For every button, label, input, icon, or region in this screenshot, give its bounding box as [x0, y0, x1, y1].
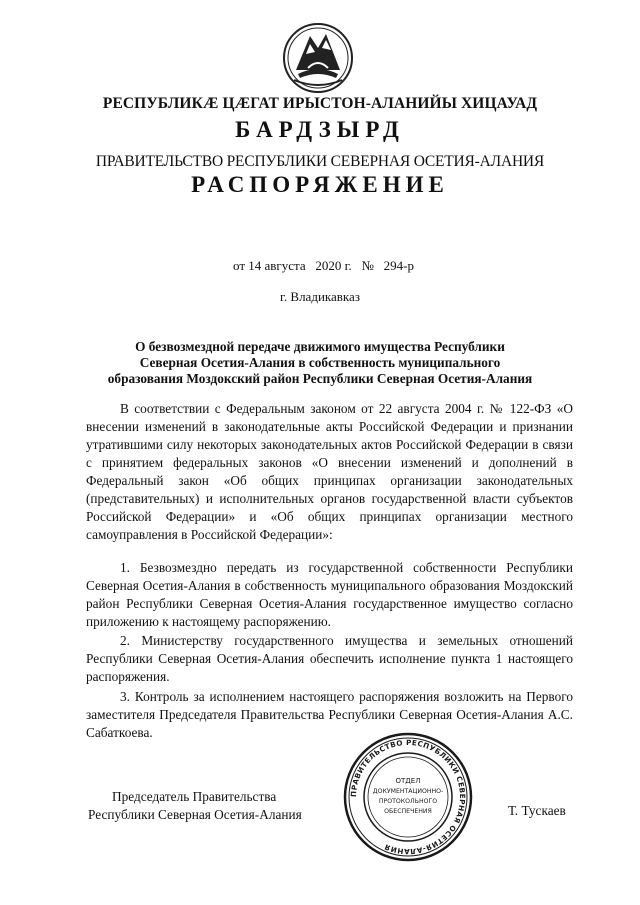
signatory-title	[88, 788, 302, 824]
svg-text:ПРАВИТЕЛЬСТВО РЕСПУБЛИКИ СЕВЕР	[349, 738, 467, 856]
doc-type-ossetian: БАРДЗЫРД	[235, 117, 405, 142]
item-2-paragraph: 2. Министерству государственного имущества и земельных отношений Республики Северная Осетия-Алания обеспечить исполнение пункта 1 настоящего распоряжения.	[86, 633, 573, 684]
header-government: ПРАВИТЕЛЬСТВО РЕСПУБЛИКИ СЕВЕРНАЯ ОСЕТИЯ-АЛАНИЯ	[95, 153, 545, 170]
document-year: 2020 г.	[315, 258, 352, 273]
document-subject: О безвозмездной передаче движимого имущества Республики Северная Осетия-Алания в собственность муниципального образования Моздокский район Республики Северная Осетия-Алания	[107, 339, 533, 386]
stamp-center-line-1: ОТДЕЛ	[395, 777, 421, 785]
signatory-title-line-2: Республики Северная Осетия-Алания	[88, 807, 302, 822]
preamble-paragraph: В соответствии с Федеральным законом от 22 августа 2004 г. № 122-ФЗ «О внесении изменений в законодательные акты Российской Федерации и признании утратившими силу некоторых законодательных актов Российской Федерации в связи с принятием федеральных законов «О внесении изменений и дополнений в Федеральный закон «Об общих принципах организации законодательных (представительных) и исполнительных органов государственной власти субъектов Российской Федерации» и «Об общих принципах организации местного самоуправления в Российской Федерации»:	[86, 401, 573, 542]
item-3-paragraph: 3. Контроль за исполнением настоящего распоряжения возложить на Первого заместителя Председателя Правительства Республики Северная Осетия-Алания А.С. Сабаткоева.	[86, 689, 573, 740]
signatory-title-line-1: Председатель Правительства	[112, 789, 277, 804]
doc-type-russian: РАСПОРЯЖЕНИЕ	[191, 172, 449, 197]
header-republic-ossetian: РЕСПУБЛИКӔ ЦӔГАТ ИРЫСТОН-АЛАНИЙЫ ХИЦАУАД	[102, 95, 538, 112]
document-date: от 14 августа	[233, 258, 306, 273]
official-seal-stamp	[342, 731, 474, 863]
stamp-center-line-3: ПРОТОКОЛЬНОГО	[378, 798, 438, 805]
stamp-ring-text: ПРАВИТЕЛЬСТВО РЕСПУБЛИКИ СЕВЕРНАЯ ОСЕТИЯ-АЛАНИЯ	[348, 737, 468, 857]
number-sign: №	[361, 258, 374, 273]
document-number: 294-р	[383, 258, 415, 273]
document-city: г. Владикавказ	[280, 289, 360, 304]
date-number-line	[233, 258, 414, 274]
stamp-center-line-2: ДОКУМЕНТАЦИОННО-	[372, 788, 444, 795]
coat-of-arms-emblem	[282, 18, 354, 96]
item-1-paragraph: 1. Безвозмездно передать из государственной собственности Республики Северная Осетия-Алания в собственность муниципального образования Моздокский район Республики Северная Осетия-Алания государственное имущество согласно приложению к настоящему распоряжению.	[86, 560, 573, 629]
stamp-center-line-4: ОБЕСПЕЧЕНИЯ	[384, 808, 432, 815]
signatory-name: Т. Тускаев	[508, 803, 566, 818]
